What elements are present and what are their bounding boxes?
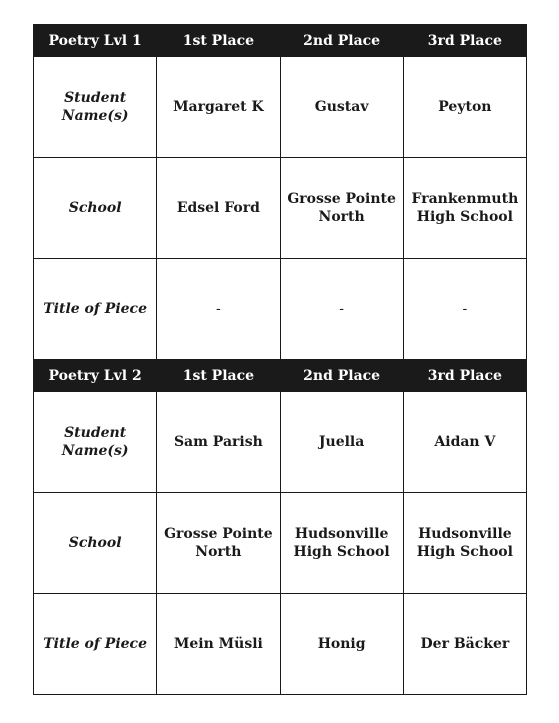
- school-2nd: Grosse Pointe North: [280, 158, 403, 259]
- student-name-1st: Sam Parish: [157, 392, 280, 493]
- title-of-piece-3rd: Der Bäcker: [403, 594, 526, 695]
- level-2-section: [34, 360, 527, 695]
- title-of-piece-1st: Mein Müsli: [157, 594, 280, 695]
- level-title: Poetry Lvl 2: [34, 360, 157, 392]
- table-row: [34, 594, 527, 695]
- row-label-student-names: Student Name(s): [34, 392, 157, 493]
- table-row: [34, 259, 527, 360]
- header-row: [34, 360, 527, 392]
- place-header-3rd: 3rd Place: [403, 25, 526, 57]
- student-name-3rd: Peyton: [403, 57, 526, 158]
- row-label-school: School: [34, 158, 157, 259]
- student-name-1st: Margaret K: [157, 57, 280, 158]
- school-3rd: Hudsonville High School: [403, 493, 526, 594]
- school-1st: Edsel Ford: [157, 158, 280, 259]
- place-header-1st: 1st Place: [157, 25, 280, 57]
- place-header-2nd: 2nd Place: [280, 25, 403, 57]
- level-title: Poetry Lvl 1: [34, 25, 157, 57]
- place-header-1st: 1st Place: [157, 360, 280, 392]
- table-row: [34, 493, 527, 594]
- title-of-piece-3rd: -: [403, 259, 526, 360]
- school-1st: Grosse Pointe North: [157, 493, 280, 594]
- place-header-2nd: 2nd Place: [280, 360, 403, 392]
- row-label-title-of-piece: Title of Piece: [34, 259, 157, 360]
- table-row: [34, 392, 527, 493]
- school-2nd: Hudsonville High School: [280, 493, 403, 594]
- school-3rd: Frankenmuth High School: [403, 158, 526, 259]
- row-label-student-names: Student Name(s): [34, 57, 157, 158]
- student-name-3rd: Aidan V: [403, 392, 526, 493]
- student-name-2nd: Gustav: [280, 57, 403, 158]
- row-label-title-of-piece: Title of Piece: [34, 594, 157, 695]
- title-of-piece-2nd: -: [280, 259, 403, 360]
- table-row: [34, 57, 527, 158]
- table-row: [34, 158, 527, 259]
- row-label-school: School: [34, 493, 157, 594]
- student-name-2nd: Juella: [280, 392, 403, 493]
- place-header-3rd: 3rd Place: [403, 360, 526, 392]
- title-of-piece-1st: -: [157, 259, 280, 360]
- results-table: [33, 24, 527, 695]
- header-row: [34, 25, 527, 57]
- level-1-section: [34, 25, 527, 360]
- title-of-piece-2nd: Honig: [280, 594, 403, 695]
